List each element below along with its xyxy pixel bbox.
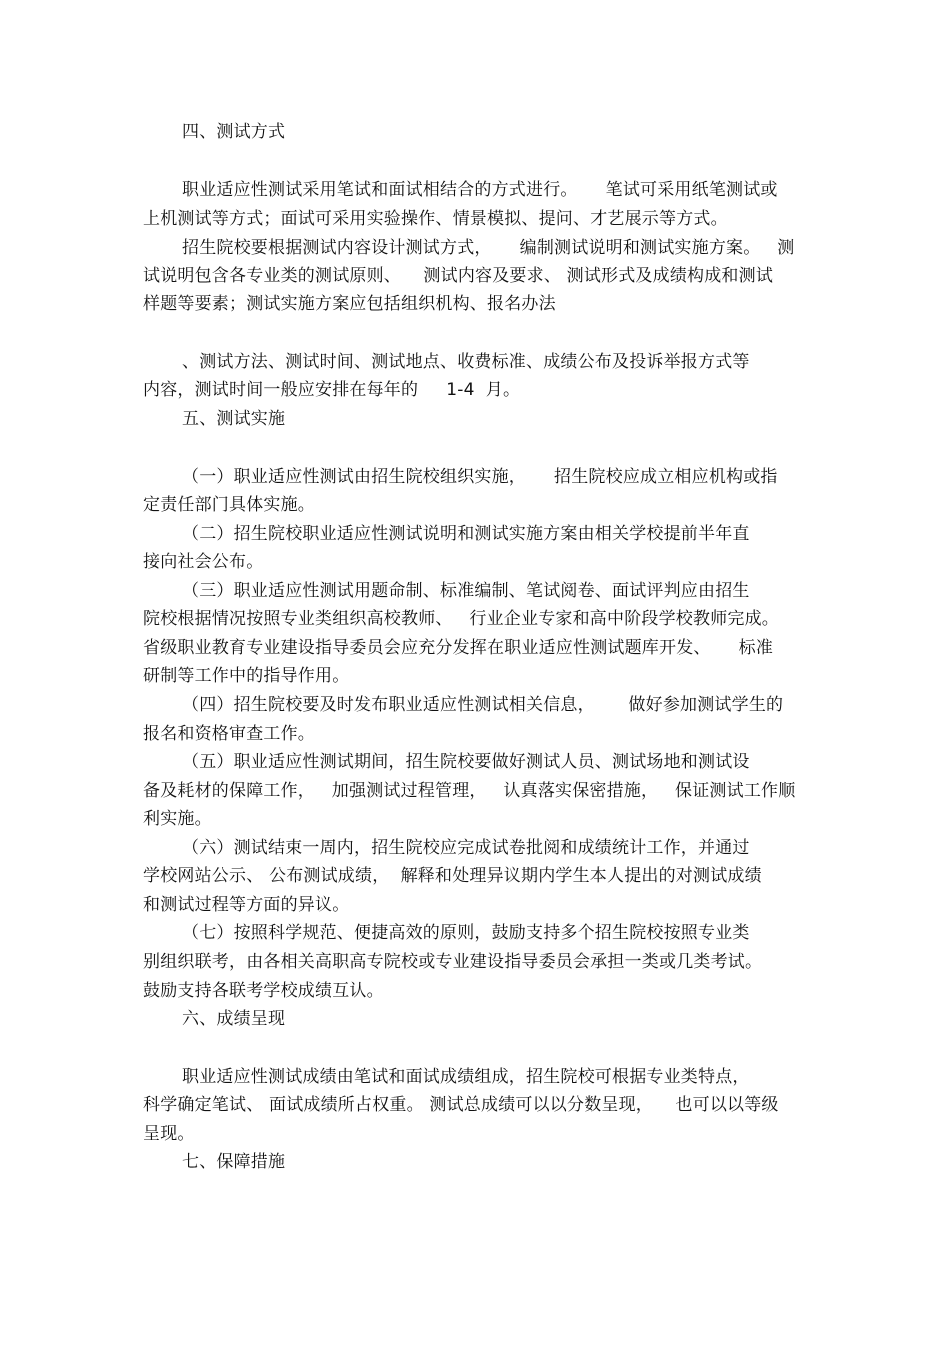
paragraph-line: 研制等工作中的指导作用。 bbox=[143, 666, 350, 686]
paragraph-line: （六）测试结束一周内，招生院校应完成试卷批阅和成绩统计工作，并通过 bbox=[182, 838, 750, 858]
paragraph-line: （二）招生院校职业适应性测试说明和测试实施方案由相关学校提前半年直 bbox=[182, 524, 750, 544]
paragraph-line: 学校网站公示、 公布测试成绩， 解释和处理异议期内学生本人提出的对测试成绩 bbox=[143, 866, 762, 886]
paragraph-line: 试说明包含各专业类的测试原则、 测试内容及要求、 测试形式及成绩构成和测试 bbox=[143, 266, 774, 286]
paragraph-line: 职业适应性测试采用笔试和面试相结合的方式进行。 笔试可采用纸笔测试或 bbox=[182, 180, 778, 200]
paragraph-line: 职业适应性测试成绩由笔试和面试成绩组成，招生院校可根据专业类特点， bbox=[182, 1067, 750, 1087]
paragraph-line: 利实施。 bbox=[143, 809, 212, 829]
paragraph-line: 呈现。 bbox=[143, 1124, 195, 1144]
paragraph-line: 和测试过程等方面的异议。 bbox=[143, 895, 350, 915]
heading-section-5: 五、测试实施 bbox=[182, 409, 286, 429]
paragraph-line: （七）按照科学规范、便捷高效的原则，鼓励支持多个招生院校按照专业类 bbox=[182, 923, 750, 943]
paragraph-line: （五）职业适应性测试期间，招生院校要做好测试人员、测试场地和测试设 bbox=[182, 752, 750, 772]
paragraph-line: 定责任部门具体实施。 bbox=[143, 495, 315, 515]
heading-section-7: 七、保障措施 bbox=[182, 1152, 286, 1172]
paragraph-line: 院校根据情况按照专业类组织高校教师、 行业企业专家和高中阶段学校教师完成。 bbox=[143, 609, 780, 629]
paragraph-line: 上机测试等方式；面试可采用实验操作、情景模拟、提问、才艺展示等方式。 bbox=[143, 209, 728, 229]
paragraph-line: 报名和资格审查工作。 bbox=[143, 724, 315, 744]
paragraph-line: 省级职业教育专业建设指导委员会应充分发挥在职业适应性测试题库开发、 标准 bbox=[143, 638, 774, 658]
paragraph-line: （四）招生院校要及时发布职业适应性测试相关信息， 做好参加测试学生的 bbox=[182, 695, 784, 715]
heading-section-6: 六、成绩呈现 bbox=[182, 1009, 286, 1029]
heading-section-4: 四、测试方式 bbox=[182, 122, 286, 142]
paragraph-line: 、测试方法、测试时间、测试地点、收费标准、成绩公布及投诉举报方式等 bbox=[182, 352, 750, 372]
paragraph-line: 科学确定笔试、 面试成绩所占权重。 测试总成绩可以以分数呈现， 也可以以等级 bbox=[143, 1095, 779, 1115]
paragraph-line: 别组织联考，由各相关高职高专院校或专业建设指导委员会承担一类或几类考试。 bbox=[143, 952, 763, 972]
paragraph-line: （一）职业适应性测试由招生院校组织实施， 招生院校应成立相应机构或指 bbox=[182, 467, 778, 487]
paragraph-line: （三）职业适应性测试用题命制、标准编制、笔试阅卷、面试评判应由招生 bbox=[182, 581, 750, 601]
paragraph-line: 招生院校要根据测试内容设计测试方式， 编制测试说明和测试实施方案。 测 bbox=[182, 238, 795, 258]
paragraph-line: 样题等要素；测试实施方案应包括组织机构、报名办法 bbox=[143, 294, 556, 314]
paragraph-line: 接向社会公布。 bbox=[143, 552, 264, 572]
paragraph-line: 内容，测试时间一般应安排在每年的 1-4 月。 bbox=[143, 380, 521, 400]
paragraph-line: 备及耗材的保障工作， 加强测试过程管理， 认真落实保密措施， 保证测试工作顺 bbox=[143, 781, 796, 801]
paragraph-line: 鼓励支持各联考学校成绩互认。 bbox=[143, 981, 384, 1001]
